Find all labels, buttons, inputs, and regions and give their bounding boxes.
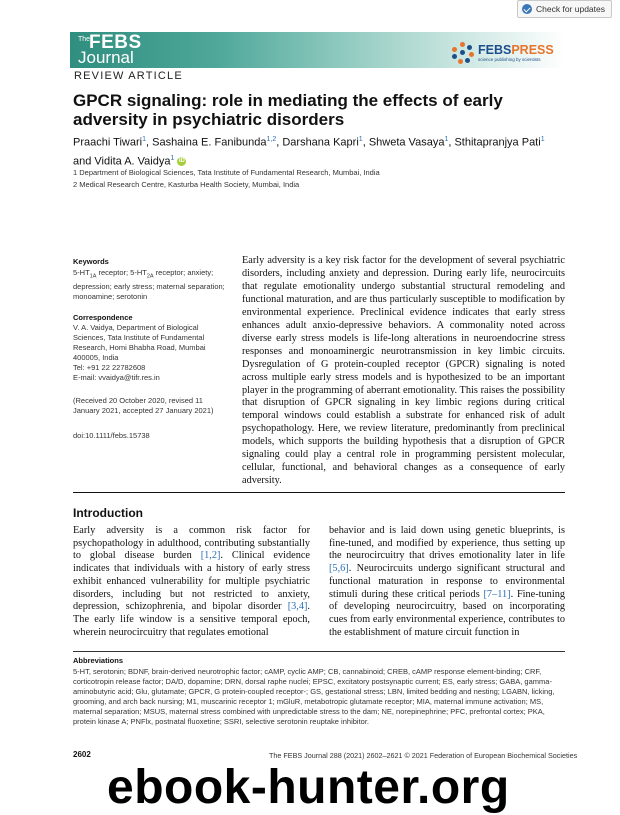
citation-link[interactable]: [7–11] [483, 588, 511, 600]
abstract-text: Early adversity is a key risk factor for the development of several psychiatric disorders, including anxiety and depression. During early life, neurocircuits that regulate emotionality undergo substantial structural remodeling and functional maturation, and are thus particularly susceptible to modification by environmental experience. Preclinical evidence indicates that early stress enhances adult anxio-depressive behaviors. A commonality noted across diverse early stress models is life-long alterations in neuroendocrine stress responses and monoaminergic neurotransmission in key limbic circuits. Dysregulation of G protein-coupled receptor (GPCR) signaling is noted across multiple early stress models and is hypothesized to be an important player in the programming of aberrant emotionality. This raises the possibility that disruption of GPCR signaling in key limbic regions during critical temporal windows could establish a substrate for enhanced risk of adult psychopathology. Here, we review literature, predominantly from preclinical models, which supports the building hypothesis that a disruption of GPCR signaling could play a central role in programming persistent molecular, cellular, functional, and behavioral changes as a consequence of early adversity. [242, 255, 565, 487]
footer-text: The FEBS Journal 288 (2021) 2602–2621 © 2021 Federation of European Biochemical Societies [269, 751, 578, 760]
abbreviations-text: 5-HT, serotonin; BDNF, brain-derived neurotrophic factor; cAMP, cyclic AMP; CB, cannabinoid; CREB, cAMP response element-binding; CRF, corticotropin release factor; DA/D, dopamine; DRN, dorsal raphe nuclei; EPSC, excitatory postsynaptic current; ES, early stress; GABA, gamma-aminobutyric acid; Glu, glutamate; GPCR, G protein-coupled receptor-; GS, gestational stress; LBN, limited bedding and nesting; LGABN, licking, grooming, and arch back nursing; M1, muscarinic receptor 1; mGluR, metabotropic glutamate receptor; MIA, maternal immune activation; MS, maternal separation; MSUS, maternal stress combined with unpredictable stress to the dam; NE, norepinephrine; PFC, prefrontal cortex; PKA, protein kinase A; PNFlx, postnatal fluoxetine; SSRI, selective serotonin reuptake inhibitor. [73, 667, 555, 726]
page-number: 2602 [73, 750, 91, 759]
author-affiliation: 1 [170, 154, 175, 162]
keywords-text: $5-HT_{1A}$ receptor; $5-HT_{2A}$ receptor; anxiety; depression; early stress; maternal separation; monoamine; serotonin [73, 268, 225, 301]
citation-link[interactable]: [3,4] [287, 601, 308, 613]
publisher-name: FEBSPRESS [478, 42, 554, 57]
author-name[interactable]: Praachi Tiwari [73, 136, 143, 149]
correspondence-text: V. A. Vaidya, Department of Biological Sciences, Tata Institute of Fundamental Research, Homi Bhabha Road, Mumbai 400005, India Tel: +91 22 22782608 E-mail: vvaidya@tifr.res.in [73, 323, 228, 383]
introduction-left-column: Early adversity is a common risk factor for psychopathology in adulthood, contributing substantially to global disease burden [1,2]. Clinical evidence indicates that individuals with a history of early stress exhibit enhanced vulnerability for multiple psychiatric disorders, including but not restricted to anxiety, depression, schizophrenia, and bipolar disorder [3,4]. The early life window is a sensitive temporal epoch, wherein neurocircuitry that regulates emotional [73, 525, 310, 638]
watermark-text: ebook-hunter.org [107, 761, 510, 814]
publisher-tagline: science publishing by scientists [478, 57, 541, 62]
journal-logo-the: The [78, 36, 91, 43]
author-name[interactable]: Shweta Vasaya [368, 136, 445, 149]
section-divider [73, 492, 565, 493]
author-affiliation: 1 [444, 136, 449, 143]
author-affiliation: 1 [142, 136, 146, 143]
introduction-heading: Introduction [73, 506, 143, 520]
author-name[interactable]: Sthitapranjya Pati [454, 136, 541, 149]
author-affiliation: 1,2 [266, 136, 277, 143]
doi-link[interactable]: doi:10.1111/febs.15738 [73, 431, 150, 440]
author-name[interactable]: Vidita A. Vaidya [94, 155, 171, 168]
correspondence-heading: Correspondence [73, 313, 133, 322]
article-type: REVIEW ARTICLE [74, 70, 183, 82]
author-affiliation: 1 [358, 136, 363, 143]
check-for-updates-button[interactable] [517, 0, 612, 18]
article-dates: (Received 20 October 2020, revised 11 January 2021, accepted 27 January 2021) [73, 396, 214, 415]
citation-link[interactable]: [5,6] [329, 563, 349, 575]
affiliation-1: 1 Department of Biological Sciences, Tata Institute of Fundamental Research, Mumbai, India [73, 168, 380, 177]
check-for-updates-label: Check for updates [536, 4, 605, 14]
journal-logo-febs: FEBS [89, 32, 142, 53]
orcid-icon[interactable]: iD [178, 157, 185, 164]
author-name[interactable]: Darshana Kapri [282, 136, 359, 149]
abbreviations-divider [73, 651, 565, 652]
affiliation-2: 2 Medical Research Centre, Kasturba Health Society, Mumbai, India [73, 180, 300, 189]
check-icon [522, 4, 532, 14]
publisher-dots-icon [452, 42, 474, 64]
citation-link[interactable]: [1,2] [200, 550, 221, 562]
journal-logo-journal: Journal [78, 48, 134, 67]
keywords-heading: Keywords [73, 257, 109, 266]
introduction-right-column: behavior and is laid down using genetic blueprints, is fine-tuned, and modified by experience, thus setting up the neurocircuitry that drives emotionality later in life [5,6]. Neurocircuits undergo significant structural and functional maturation in response to environmental stimuli during these critical periods [7–11]. Fine-tuning of developing neurocircuitry, based on incorporating cues from early environmental experience, contributes to the establishment of mature circuit function in [329, 525, 565, 638]
author-list: Praachi Tiwari$^1$, Sashaina E. Fanibunda$^{1,2}$, Darshana Kapri$^1$, Shweta Vasaya$^1$, Sthitapranjya Pati$^1$ and Vidita A. Vaidya$^1$ iD [73, 136, 545, 168]
author-affiliation: 1 [540, 136, 545, 143]
article-title: GPCR signaling: role in mediating the effects of early adversity in psychiatric disorders [73, 91, 503, 129]
abbreviations-heading: Abbreviations [73, 656, 124, 665]
author-name[interactable]: Sashaina E. Fanibunda [152, 136, 267, 149]
correspondence-email[interactable]: E-mail: vvaidya@tifr.res.in [73, 373, 160, 382]
publisher-logo [452, 40, 554, 66]
